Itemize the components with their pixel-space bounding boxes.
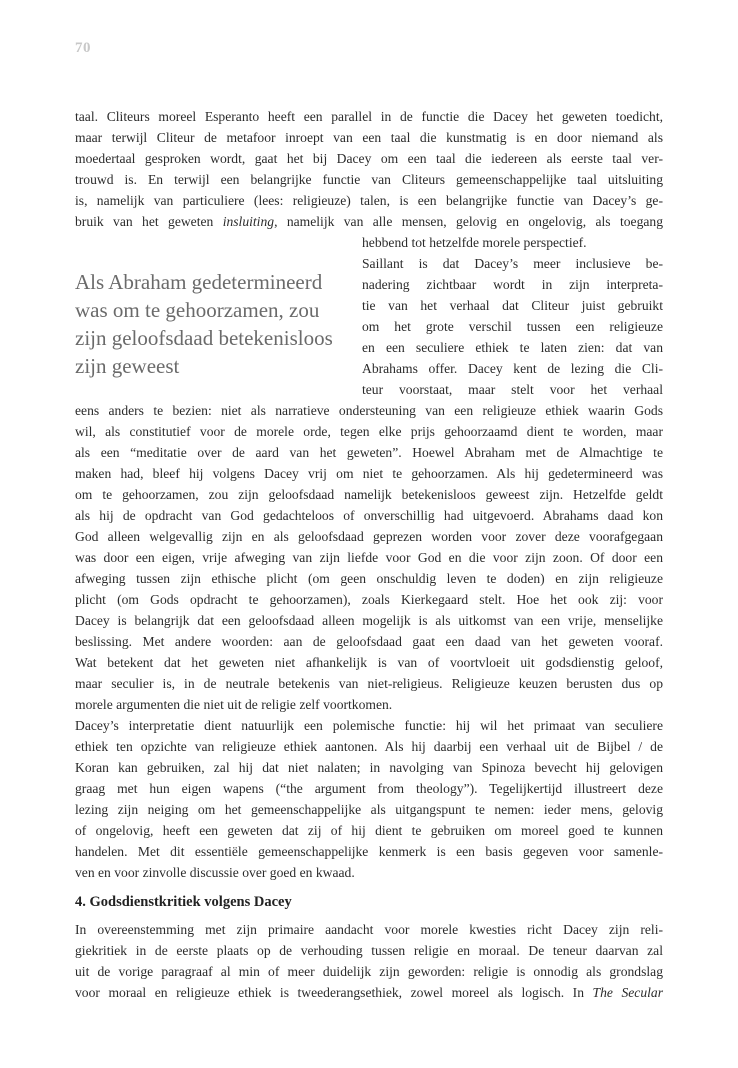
text-line: plicht (om Gods opdracht te gehoorzamen), zoals Kierkegaard stelt. Hoe het ook zij: voor — [75, 592, 663, 607]
text-line: moedertaal gesproken wordt, gaat het bij Dacey om een taal die iedereen als eerste taal ver- — [75, 151, 663, 166]
text-line: tie van het verhaal dat Cliteur juist gebruikt — [362, 298, 663, 313]
text-line: handelen. Met dit essentiële gemeenschappelijke kenmerk is een basis gegeven voor samenle- — [75, 844, 663, 859]
text-fragment: , namelijk van alle mensen, gelovig en ongelovig, als toegang — [274, 214, 663, 229]
text-fragment: voor moraal en religieuze ethiek is tweederangsethiek, zowel moreel als logisch. In — [75, 985, 593, 1000]
text-line: trouwd is. En terwijl een belangrijke functie van Cliteurs gemeenschappelijke taal uitsluiting — [75, 172, 663, 187]
italic-title: The Secular — [592, 985, 663, 1000]
paragraph-right-column — [362, 232, 663, 400]
text-line: lezing zijn neiging om het gemeenschappelijke als uitgangspunt te nemen: ieder mens, gelovig — [75, 802, 663, 817]
pull-quote-line: Als Abraham gedetermineerd — [75, 270, 323, 294]
text-line: Dacey is belangrijk dat een geloofsdaad alleen mogelijk is als uitkomst van een vrije, menselijke — [75, 613, 663, 628]
text-line: Dacey’s interpretatie dient natuurlijk een polemische functie: hij wil het primaat van seculiere — [75, 718, 663, 733]
text-line: Saillant is dat Dacey’s meer inclusieve be- — [362, 256, 663, 271]
text-line: morele argumenten die niet uit de religie zelf voortkomen. — [75, 697, 393, 712]
paragraph-top — [75, 106, 663, 232]
text-line: graag met hun eigen wapens (“the argument from theology”). Tegelijkertijd illustreert deze — [75, 781, 663, 796]
text-line: Abrahams offer. Dacey kent de lezing die Cli- — [362, 361, 663, 376]
text-line: was door een eigen, vrije afweging van zijn liefde voor God en die voor zijn zoon. Of door een — [75, 550, 663, 565]
text-line: om te gehoorzamen, zou zijn geloofsdaad namelijk betekenisloos geweest zijn. Hetzelfde geldt — [75, 487, 663, 502]
text-line: In overeenstemming met zijn primaire aandacht voor morele kwesties richt Dacey zijn reli- — [75, 922, 663, 937]
text-line: of ongelovig, heeft een geweten dat zij of hij dient te gebruiken om moreel goed te kunnen — [75, 823, 663, 838]
text-line: eens anders te bezien: niet als narratieve ondersteuning van een religieuze ethiek waarin Gods — [75, 403, 663, 418]
text-line: en een seculiere ethiek te laten zien: dat van — [362, 340, 663, 355]
section-heading: 4. Godsdienstkritiek volgens Dacey — [75, 894, 292, 910]
text-line: Wat betekent dat het geweten niet afhankelijk is van of voortvloeit uit godsdienstig geloof, — [75, 655, 663, 670]
italic-term: insluiting — [222, 214, 275, 229]
text-line: ethiek ten opzichte van religieuze ethiek aantonen. Als hij daarbij een verhaal uit de Bijbel / de — [75, 739, 663, 754]
pull-quote-line: zijn geloofsdaad betekenisloos — [75, 326, 333, 350]
pull-quote-line: zijn geweest — [75, 354, 180, 378]
text-line: als hij de opdracht van God gedachteloos of onverschillig had uitgevoerd. Abrahams daad kon — [75, 508, 663, 523]
pull-quote — [75, 268, 355, 380]
text-line: Koran kan gebruiken, zal hij dat niet nalaten; in navolging van Spinoza bevecht hij gelovigen — [75, 760, 663, 775]
text-line: als een “meditatie over de aard van het geweten”. Hoewel Abraham met de Almachtige te — [75, 445, 663, 460]
text-line: taal. Cliteurs moreel Esperanto heeft een parallel in de functie die Dacey het geweten toedicht, — [75, 109, 663, 124]
text-line: maar terwijl Cliteur de metafoor inroept van een taal die kunstmatig is en door niemand als — [75, 130, 663, 145]
text-line: maar seculier is, in de neutrale betekenis van niet-religieus. Religieuze keuzen berusten dus op — [75, 676, 663, 691]
text-line: beslissing. Met andere woorden: aan de geloofsdaad gaat een daad van het geweten vooraf. — [75, 634, 663, 649]
text-line: ven en voor zinvolle discussie over goed en kwaad. — [75, 865, 355, 880]
text-line: maken had, bleef hij volgens Dacey vrij om niet te gehoorzamen. Als hij gedetermineerd was — [75, 466, 663, 481]
page-number: 70 — [75, 40, 91, 56]
pull-quote-line: was om te gehoorzamen, zou — [75, 298, 320, 322]
text-line: hebbend tot hetzelfde morele perspectief. — [362, 235, 587, 250]
text-line: nadering zichtbaar wordt in zijn interpreta- — [362, 277, 663, 292]
paragraph-middle — [75, 400, 663, 883]
text-line: God alleen welgevallig zijn en als geloofsdaad geprezen worden voor zover deze voorafgegaan — [75, 529, 663, 544]
text-line: om het grote verschil tussen een religieuze — [362, 319, 663, 334]
text-line — [75, 211, 663, 232]
text-line: giekritiek in de eerste plaats op de verhouding tussen religie en moraal. De teneur daarvan zal — [75, 943, 663, 958]
text-line: wil, als constitutief voor de morele orde, tegen elke prijs gehoorzaamd dient te worden, maar — [75, 424, 663, 439]
text-line: afweging tussen zijn ethische plicht (om geen onschuldig leven te doden) en zijn religieuze — [75, 571, 663, 586]
text-fragment: bruik van het geweten — [75, 214, 223, 229]
text-line: teur voorstaat, maar stelt voor het verhaal — [362, 382, 663, 397]
text-line — [75, 982, 663, 1003]
paragraph-bottom — [75, 919, 663, 1003]
text-line: is, namelijk van particuliere (lees: religieuze) talen, is een belangrijke functie van Dacey’s ge- — [75, 193, 663, 208]
text-line: uit de vorige paragraaf al min of meer duidelijk zijn geworden: religie is onnodig als grondslag — [75, 964, 663, 979]
